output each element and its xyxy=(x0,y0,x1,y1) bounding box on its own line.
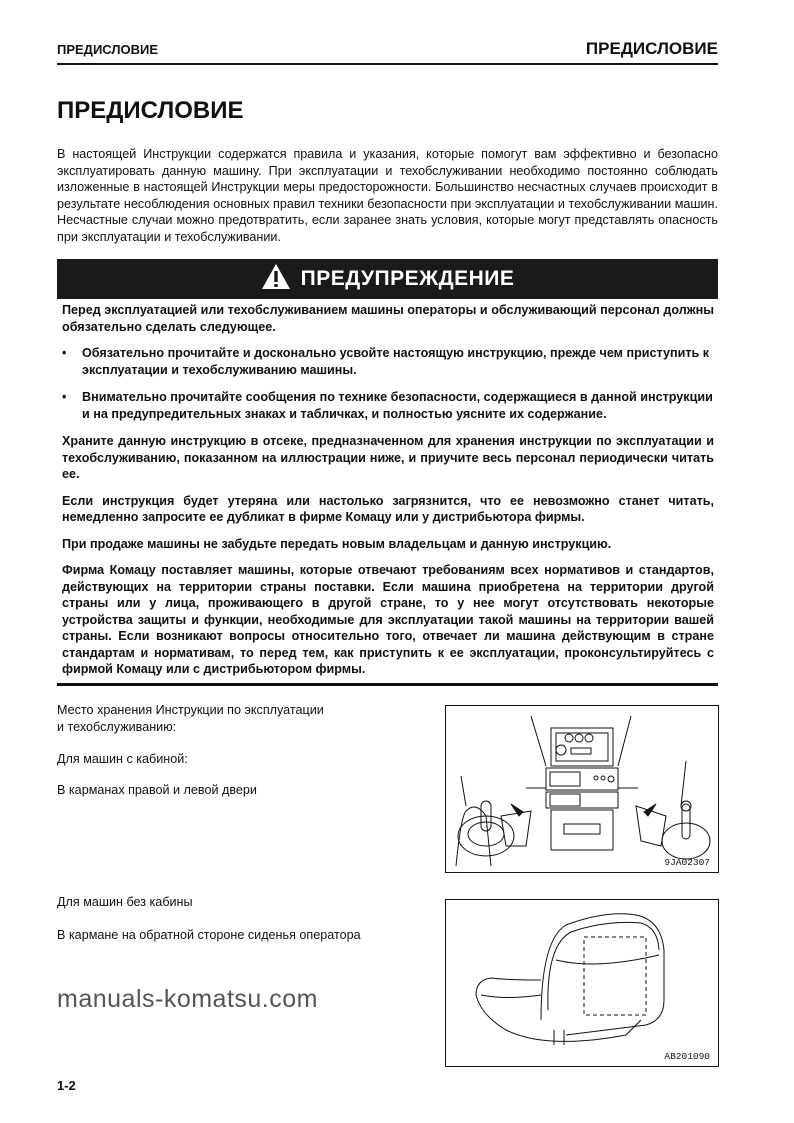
warning-lead: Перед эксплуатацией или техобслуживанием машины операторы и обслуживающий персонал должны обязательно сделать следующее. xyxy=(62,303,714,334)
figure-code: AB201090 xyxy=(664,1051,710,1062)
warning-banner xyxy=(57,259,718,299)
figure-operator-seat xyxy=(445,899,719,1067)
cab-label: Для машин с кабиной: xyxy=(57,752,188,766)
figure-code: 9JA02307 xyxy=(664,857,710,868)
list-item xyxy=(62,345,714,378)
intro-paragraph: В настоящей Инструкции содержатся правила и указания, которые помогут вам эффективно и безопасно эксплуатировать данную машину. При эксплуатации и техобслуживании необходимо постоянно соблюдать изложенные в настоящей Инструкции меры предосторожности. Большинство несчастных случаев происходит в результате несоблюдения основных правил техники безопасности при эксплуатации и техобслуживании машин. Несчастные случаи можно предотвратить, если заранее знать условия, которые могут представлять опасность при эксплуатации и техобслуживании. xyxy=(57,147,718,244)
bullet-text: Обязательно прочитайте и досконально усвойте настоящую инструкцию, прежде чем приступить к эксплуатации и техобслуживанию машины. xyxy=(82,346,710,377)
warning-paragraph: Если инструкция будет утеряна или настолько загрязнится, что ее невозможно станет читать, немедленно запросите ее дубликат в фирме Комацу или у дистрибьютора фирмы. xyxy=(62,493,714,524)
storage-heading-line: Место хранения Инструкции по эксплуатации xyxy=(57,703,324,717)
warning-bullets xyxy=(62,345,714,422)
bullet-text: Внимательно прочитайте сообщения по технике безопасности, содержащиеся в данной инструкции и на предупредительных знаках и табличках, и полностью уясните их содержание. xyxy=(82,390,713,421)
warning-paragraph: Фирма Комацу поставляет машины, которые отвечают требованиям всех нормативов и стандартов, действующих на территории страны поставки. Если машина приобретена на территории другой страны или у лица, проживающего в другой стране, то у нее могут отсутствовать некоторые устройства защиты и функции, необходимые для эксплуатации такой машины на территории вашей страны. Если возникают вопросы относительно того, отвечает ли машина действующим в стране стандартам и нормативам, то перед тем, как приступить к ее эксплуатации, проконсультируйтесь с фирмой Комацу или с дистрибьютором фирмы. xyxy=(62,563,714,676)
figure-cab-interior xyxy=(445,705,719,873)
header-rule xyxy=(57,63,718,65)
page-number: 1-2 xyxy=(57,1078,76,1093)
warning-end-rule xyxy=(57,683,718,686)
operator-seat-illustration xyxy=(446,900,718,1066)
cab-interior-illustration xyxy=(446,706,718,872)
bullet-icon: • xyxy=(62,346,67,360)
warning-paragraph: Храните данную инструкцию в отсеке, предназначенном для хранения инструкции по эксплуатации и техобслуживанию, показанном на иллюстрации ниже, и приучите весь персонал периодически читать ее. xyxy=(62,434,714,481)
storage-heading-line: и техобслуживанию: xyxy=(57,719,177,734)
nocab-location: В кармане на обратной стороне сиденья оператора xyxy=(57,928,361,942)
warning-paragraph: При продаже машины не забудьте передать новым владельцам и данную инструкцию. xyxy=(62,536,612,551)
running-header-left: ПРЕДИСЛОВИЕ xyxy=(57,42,158,57)
bullet-icon: • xyxy=(62,390,67,404)
running-header-right: ПРЕДИСЛОВИЕ xyxy=(585,39,718,58)
page-title: ПРЕДИСЛОВИЕ xyxy=(57,97,244,124)
watermark: manuals-komatsu.com xyxy=(57,985,318,1013)
storage-heading xyxy=(57,702,324,735)
warning-body xyxy=(62,302,714,688)
warning-label: ПРЕДУПРЕЖДЕНИЕ xyxy=(300,267,515,290)
list-item xyxy=(62,389,714,422)
cab-location: В карманах правой и левой двери xyxy=(57,783,257,797)
warning-triangle-icon xyxy=(261,263,291,295)
nocab-label: Для машин без кабины xyxy=(57,895,193,909)
